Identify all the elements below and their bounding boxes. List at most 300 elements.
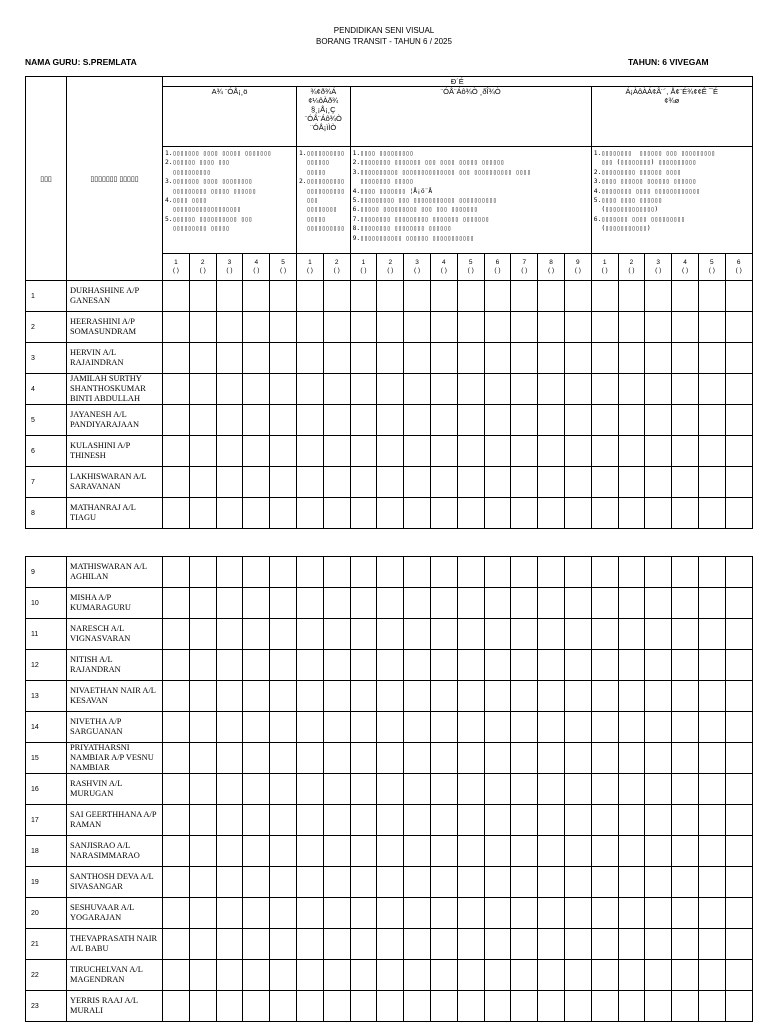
mark-cell[interactable] <box>591 498 618 529</box>
mark-cell[interactable] <box>591 681 618 712</box>
mark-cell[interactable] <box>350 557 377 588</box>
mark-cell[interactable] <box>404 619 431 650</box>
mark-cell[interactable] <box>216 836 243 867</box>
mark-cell[interactable] <box>243 898 270 929</box>
mark-cell[interactable] <box>163 405 190 436</box>
mark-cell[interactable] <box>430 281 457 312</box>
mark-cell[interactable] <box>270 312 297 343</box>
mark-cell[interactable] <box>377 619 404 650</box>
mark-cell[interactable] <box>564 343 591 374</box>
mark-cell[interactable] <box>725 836 752 867</box>
mark-cell[interactable] <box>189 619 216 650</box>
mark-cell[interactable] <box>672 281 699 312</box>
mark-cell[interactable] <box>270 929 297 960</box>
mark-cell[interactable] <box>645 281 672 312</box>
mark-cell[interactable] <box>698 681 725 712</box>
mark-cell[interactable] <box>270 405 297 436</box>
mark-cell[interactable] <box>270 467 297 498</box>
mark-cell[interactable] <box>377 929 404 960</box>
mark-cell[interactable] <box>189 960 216 991</box>
mark-cell[interactable] <box>511 960 538 991</box>
mark-cell[interactable] <box>511 343 538 374</box>
mark-cell[interactable] <box>430 805 457 836</box>
mark-cell[interactable] <box>243 650 270 681</box>
mark-cell[interactable] <box>564 281 591 312</box>
mark-cell[interactable] <box>163 588 190 619</box>
mark-cell[interactable] <box>538 557 565 588</box>
mark-cell[interactable] <box>243 805 270 836</box>
mark-cell[interactable] <box>323 836 350 867</box>
mark-cell[interactable] <box>189 650 216 681</box>
mark-cell[interactable] <box>323 743 350 774</box>
mark-cell[interactable] <box>377 991 404 1022</box>
mark-cell[interactable] <box>430 405 457 436</box>
mark-cell[interactable] <box>457 867 484 898</box>
mark-cell[interactable] <box>511 774 538 805</box>
mark-cell[interactable] <box>672 712 699 743</box>
mark-cell[interactable] <box>618 929 645 960</box>
mark-cell[interactable] <box>296 557 323 588</box>
mark-cell[interactable] <box>511 712 538 743</box>
mark-cell[interactable] <box>350 929 377 960</box>
mark-cell[interactable] <box>189 898 216 929</box>
mark-cell[interactable] <box>591 805 618 836</box>
mark-cell[interactable] <box>725 436 752 467</box>
mark-cell[interactable] <box>538 836 565 867</box>
mark-cell[interactable] <box>323 436 350 467</box>
mark-cell[interactable] <box>725 991 752 1022</box>
mark-cell[interactable] <box>618 436 645 467</box>
mark-cell[interactable] <box>698 405 725 436</box>
mark-cell[interactable] <box>484 281 511 312</box>
mark-cell[interactable] <box>270 619 297 650</box>
mark-cell[interactable] <box>725 343 752 374</box>
mark-cell[interactable] <box>511 867 538 898</box>
mark-cell[interactable] <box>645 712 672 743</box>
mark-cell[interactable] <box>564 898 591 929</box>
mark-cell[interactable] <box>243 836 270 867</box>
mark-cell[interactable] <box>163 467 190 498</box>
mark-cell[interactable] <box>323 619 350 650</box>
mark-cell[interactable] <box>163 498 190 529</box>
mark-cell[interactable] <box>645 991 672 1022</box>
mark-cell[interactable] <box>591 960 618 991</box>
mark-cell[interactable] <box>484 312 511 343</box>
mark-cell[interactable] <box>377 650 404 681</box>
mark-cell[interactable] <box>564 774 591 805</box>
mark-cell[interactable] <box>323 991 350 1022</box>
mark-cell[interactable] <box>484 498 511 529</box>
mark-cell[interactable] <box>296 588 323 619</box>
mark-cell[interactable] <box>564 991 591 1022</box>
mark-cell[interactable] <box>538 991 565 1022</box>
mark-cell[interactable] <box>564 467 591 498</box>
mark-cell[interactable] <box>484 929 511 960</box>
mark-cell[interactable] <box>404 960 431 991</box>
mark-cell[interactable] <box>618 836 645 867</box>
mark-cell[interactable] <box>672 650 699 681</box>
mark-cell[interactable] <box>216 774 243 805</box>
mark-cell[interactable] <box>484 991 511 1022</box>
mark-cell[interactable] <box>404 312 431 343</box>
mark-cell[interactable] <box>430 836 457 867</box>
mark-cell[interactable] <box>591 467 618 498</box>
mark-cell[interactable] <box>698 588 725 619</box>
mark-cell[interactable] <box>189 312 216 343</box>
mark-cell[interactable] <box>216 436 243 467</box>
mark-cell[interactable] <box>672 681 699 712</box>
mark-cell[interactable] <box>564 805 591 836</box>
mark-cell[interactable] <box>698 619 725 650</box>
mark-cell[interactable] <box>645 805 672 836</box>
mark-cell[interactable] <box>350 405 377 436</box>
mark-cell[interactable] <box>323 960 350 991</box>
mark-cell[interactable] <box>725 498 752 529</box>
mark-cell[interactable] <box>645 467 672 498</box>
mark-cell[interactable] <box>216 712 243 743</box>
mark-cell[interactable] <box>511 836 538 867</box>
mark-cell[interactable] <box>243 712 270 743</box>
mark-cell[interactable] <box>698 960 725 991</box>
mark-cell[interactable] <box>216 650 243 681</box>
mark-cell[interactable] <box>484 681 511 712</box>
mark-cell[interactable] <box>216 991 243 1022</box>
mark-cell[interactable] <box>216 960 243 991</box>
mark-cell[interactable] <box>243 867 270 898</box>
mark-cell[interactable] <box>323 557 350 588</box>
mark-cell[interactable] <box>243 991 270 1022</box>
mark-cell[interactable] <box>698 343 725 374</box>
mark-cell[interactable] <box>243 619 270 650</box>
mark-cell[interactable] <box>457 405 484 436</box>
mark-cell[interactable] <box>404 929 431 960</box>
mark-cell[interactable] <box>538 436 565 467</box>
mark-cell[interactable] <box>672 374 699 405</box>
mark-cell[interactable] <box>538 312 565 343</box>
mark-cell[interactable] <box>645 312 672 343</box>
mark-cell[interactable] <box>430 557 457 588</box>
mark-cell[interactable] <box>270 343 297 374</box>
mark-cell[interactable] <box>725 898 752 929</box>
mark-cell[interactable] <box>216 867 243 898</box>
mark-cell[interactable] <box>377 681 404 712</box>
mark-cell[interactable] <box>323 650 350 681</box>
mark-cell[interactable] <box>484 743 511 774</box>
mark-cell[interactable] <box>645 681 672 712</box>
mark-cell[interactable] <box>163 743 190 774</box>
mark-cell[interactable] <box>377 588 404 619</box>
mark-cell[interactable] <box>511 805 538 836</box>
mark-cell[interactable] <box>457 374 484 405</box>
mark-cell[interactable] <box>296 929 323 960</box>
mark-cell[interactable] <box>270 588 297 619</box>
mark-cell[interactable] <box>672 436 699 467</box>
mark-cell[interactable] <box>645 619 672 650</box>
mark-cell[interactable] <box>296 312 323 343</box>
mark-cell[interactable] <box>672 960 699 991</box>
mark-cell[interactable] <box>511 312 538 343</box>
mark-cell[interactable] <box>538 743 565 774</box>
mark-cell[interactable] <box>243 374 270 405</box>
mark-cell[interactable] <box>377 557 404 588</box>
mark-cell[interactable] <box>270 774 297 805</box>
mark-cell[interactable] <box>618 991 645 1022</box>
mark-cell[interactable] <box>645 743 672 774</box>
mark-cell[interactable] <box>216 374 243 405</box>
mark-cell[interactable] <box>189 498 216 529</box>
mark-cell[interactable] <box>163 991 190 1022</box>
mark-cell[interactable] <box>591 712 618 743</box>
mark-cell[interactable] <box>296 343 323 374</box>
mark-cell[interactable] <box>189 836 216 867</box>
mark-cell[interactable] <box>377 436 404 467</box>
mark-cell[interactable] <box>296 836 323 867</box>
mark-cell[interactable] <box>538 712 565 743</box>
mark-cell[interactable] <box>672 743 699 774</box>
mark-cell[interactable] <box>457 343 484 374</box>
mark-cell[interactable] <box>457 960 484 991</box>
mark-cell[interactable] <box>591 619 618 650</box>
mark-cell[interactable] <box>645 774 672 805</box>
mark-cell[interactable] <box>538 867 565 898</box>
mark-cell[interactable] <box>645 867 672 898</box>
mark-cell[interactable] <box>484 405 511 436</box>
mark-cell[interactable] <box>457 743 484 774</box>
mark-cell[interactable] <box>163 374 190 405</box>
mark-cell[interactable] <box>698 436 725 467</box>
mark-cell[interactable] <box>296 805 323 836</box>
mark-cell[interactable] <box>377 343 404 374</box>
mark-cell[interactable] <box>377 281 404 312</box>
mark-cell[interactable] <box>645 343 672 374</box>
mark-cell[interactable] <box>698 650 725 681</box>
mark-cell[interactable] <box>377 374 404 405</box>
mark-cell[interactable] <box>404 557 431 588</box>
mark-cell[interactable] <box>377 867 404 898</box>
mark-cell[interactable] <box>163 619 190 650</box>
mark-cell[interactable] <box>538 619 565 650</box>
mark-cell[interactable] <box>591 588 618 619</box>
mark-cell[interactable] <box>404 805 431 836</box>
mark-cell[interactable] <box>564 436 591 467</box>
mark-cell[interactable] <box>189 405 216 436</box>
mark-cell[interactable] <box>243 467 270 498</box>
mark-cell[interactable] <box>189 774 216 805</box>
mark-cell[interactable] <box>243 929 270 960</box>
mark-cell[interactable] <box>430 619 457 650</box>
mark-cell[interactable] <box>672 774 699 805</box>
mark-cell[interactable] <box>538 467 565 498</box>
mark-cell[interactable] <box>618 743 645 774</box>
mark-cell[interactable] <box>645 436 672 467</box>
mark-cell[interactable] <box>672 557 699 588</box>
mark-cell[interactable] <box>511 588 538 619</box>
mark-cell[interactable] <box>216 619 243 650</box>
mark-cell[interactable] <box>404 650 431 681</box>
mark-cell[interactable] <box>350 805 377 836</box>
mark-cell[interactable] <box>296 405 323 436</box>
mark-cell[interactable] <box>430 374 457 405</box>
mark-cell[interactable] <box>323 898 350 929</box>
mark-cell[interactable] <box>538 343 565 374</box>
mark-cell[interactable] <box>216 405 243 436</box>
mark-cell[interactable] <box>484 374 511 405</box>
mark-cell[interactable] <box>350 743 377 774</box>
mark-cell[interactable] <box>189 743 216 774</box>
mark-cell[interactable] <box>430 681 457 712</box>
mark-cell[interactable] <box>591 436 618 467</box>
mark-cell[interactable] <box>457 681 484 712</box>
mark-cell[interactable] <box>672 588 699 619</box>
mark-cell[interactable] <box>538 681 565 712</box>
mark-cell[interactable] <box>404 681 431 712</box>
mark-cell[interactable] <box>538 498 565 529</box>
mark-cell[interactable] <box>484 650 511 681</box>
mark-cell[interactable] <box>564 374 591 405</box>
mark-cell[interactable] <box>725 619 752 650</box>
mark-cell[interactable] <box>404 867 431 898</box>
mark-cell[interactable] <box>216 498 243 529</box>
mark-cell[interactable] <box>672 836 699 867</box>
mark-cell[interactable] <box>163 867 190 898</box>
mark-cell[interactable] <box>618 374 645 405</box>
mark-cell[interactable] <box>404 498 431 529</box>
mark-cell[interactable] <box>270 898 297 929</box>
mark-cell[interactable] <box>698 281 725 312</box>
mark-cell[interactable] <box>243 343 270 374</box>
mark-cell[interactable] <box>591 929 618 960</box>
mark-cell[interactable] <box>618 898 645 929</box>
mark-cell[interactable] <box>350 712 377 743</box>
mark-cell[interactable] <box>350 681 377 712</box>
mark-cell[interactable] <box>672 498 699 529</box>
mark-cell[interactable] <box>296 436 323 467</box>
mark-cell[interactable] <box>323 681 350 712</box>
mark-cell[interactable] <box>564 712 591 743</box>
mark-cell[interactable] <box>564 867 591 898</box>
mark-cell[interactable] <box>698 929 725 960</box>
mark-cell[interactable] <box>591 312 618 343</box>
mark-cell[interactable] <box>457 836 484 867</box>
mark-cell[interactable] <box>243 681 270 712</box>
mark-cell[interactable] <box>484 619 511 650</box>
mark-cell[interactable] <box>296 743 323 774</box>
mark-cell[interactable] <box>350 774 377 805</box>
mark-cell[interactable] <box>216 805 243 836</box>
mark-cell[interactable] <box>618 960 645 991</box>
mark-cell[interactable] <box>404 991 431 1022</box>
mark-cell[interactable] <box>511 619 538 650</box>
mark-cell[interactable] <box>296 712 323 743</box>
mark-cell[interactable] <box>350 498 377 529</box>
mark-cell[interactable] <box>270 650 297 681</box>
mark-cell[interactable] <box>591 557 618 588</box>
mark-cell[interactable] <box>163 343 190 374</box>
mark-cell[interactable] <box>591 991 618 1022</box>
mark-cell[interactable] <box>270 867 297 898</box>
mark-cell[interactable] <box>430 743 457 774</box>
mark-cell[interactable] <box>163 929 190 960</box>
mark-cell[interactable] <box>457 557 484 588</box>
mark-cell[interactable] <box>672 991 699 1022</box>
mark-cell[interactable] <box>511 650 538 681</box>
mark-cell[interactable] <box>430 467 457 498</box>
mark-cell[interactable] <box>323 467 350 498</box>
mark-cell[interactable] <box>377 774 404 805</box>
mark-cell[interactable] <box>430 774 457 805</box>
mark-cell[interactable] <box>725 712 752 743</box>
mark-cell[interactable] <box>296 498 323 529</box>
mark-cell[interactable] <box>163 650 190 681</box>
mark-cell[interactable] <box>457 650 484 681</box>
mark-cell[interactable] <box>484 774 511 805</box>
mark-cell[interactable] <box>484 343 511 374</box>
mark-cell[interactable] <box>725 281 752 312</box>
mark-cell[interactable] <box>591 836 618 867</box>
mark-cell[interactable] <box>216 681 243 712</box>
mark-cell[interactable] <box>323 498 350 529</box>
mark-cell[interactable] <box>618 281 645 312</box>
mark-cell[interactable] <box>430 929 457 960</box>
mark-cell[interactable] <box>457 312 484 343</box>
mark-cell[interactable] <box>404 836 431 867</box>
mark-cell[interactable] <box>430 867 457 898</box>
mark-cell[interactable] <box>538 650 565 681</box>
mark-cell[interactable] <box>296 281 323 312</box>
mark-cell[interactable] <box>296 774 323 805</box>
mark-cell[interactable] <box>216 343 243 374</box>
mark-cell[interactable] <box>457 281 484 312</box>
mark-cell[interactable] <box>189 867 216 898</box>
mark-cell[interactable] <box>296 867 323 898</box>
mark-cell[interactable] <box>457 991 484 1022</box>
mark-cell[interactable] <box>457 774 484 805</box>
mark-cell[interactable] <box>618 774 645 805</box>
mark-cell[interactable] <box>377 498 404 529</box>
mark-cell[interactable] <box>377 898 404 929</box>
mark-cell[interactable] <box>163 774 190 805</box>
mark-cell[interactable] <box>511 557 538 588</box>
mark-cell[interactable] <box>404 743 431 774</box>
mark-cell[interactable] <box>511 929 538 960</box>
mark-cell[interactable] <box>270 805 297 836</box>
mark-cell[interactable] <box>725 774 752 805</box>
mark-cell[interactable] <box>377 836 404 867</box>
mark-cell[interactable] <box>323 312 350 343</box>
mark-cell[interactable] <box>216 312 243 343</box>
mark-cell[interactable] <box>323 405 350 436</box>
mark-cell[interactable] <box>725 312 752 343</box>
mark-cell[interactable] <box>163 681 190 712</box>
mark-cell[interactable] <box>163 898 190 929</box>
mark-cell[interactable] <box>645 374 672 405</box>
mark-cell[interactable] <box>189 712 216 743</box>
mark-cell[interactable] <box>350 436 377 467</box>
mark-cell[interactable] <box>538 588 565 619</box>
mark-cell[interactable] <box>243 557 270 588</box>
mark-cell[interactable] <box>189 681 216 712</box>
mark-cell[interactable] <box>163 436 190 467</box>
mark-cell[interactable] <box>484 436 511 467</box>
mark-cell[interactable] <box>296 681 323 712</box>
mark-cell[interactable] <box>163 805 190 836</box>
mark-cell[interactable] <box>591 343 618 374</box>
mark-cell[interactable] <box>457 805 484 836</box>
mark-cell[interactable] <box>404 343 431 374</box>
mark-cell[interactable] <box>457 712 484 743</box>
mark-cell[interactable] <box>618 650 645 681</box>
mark-cell[interactable] <box>698 712 725 743</box>
